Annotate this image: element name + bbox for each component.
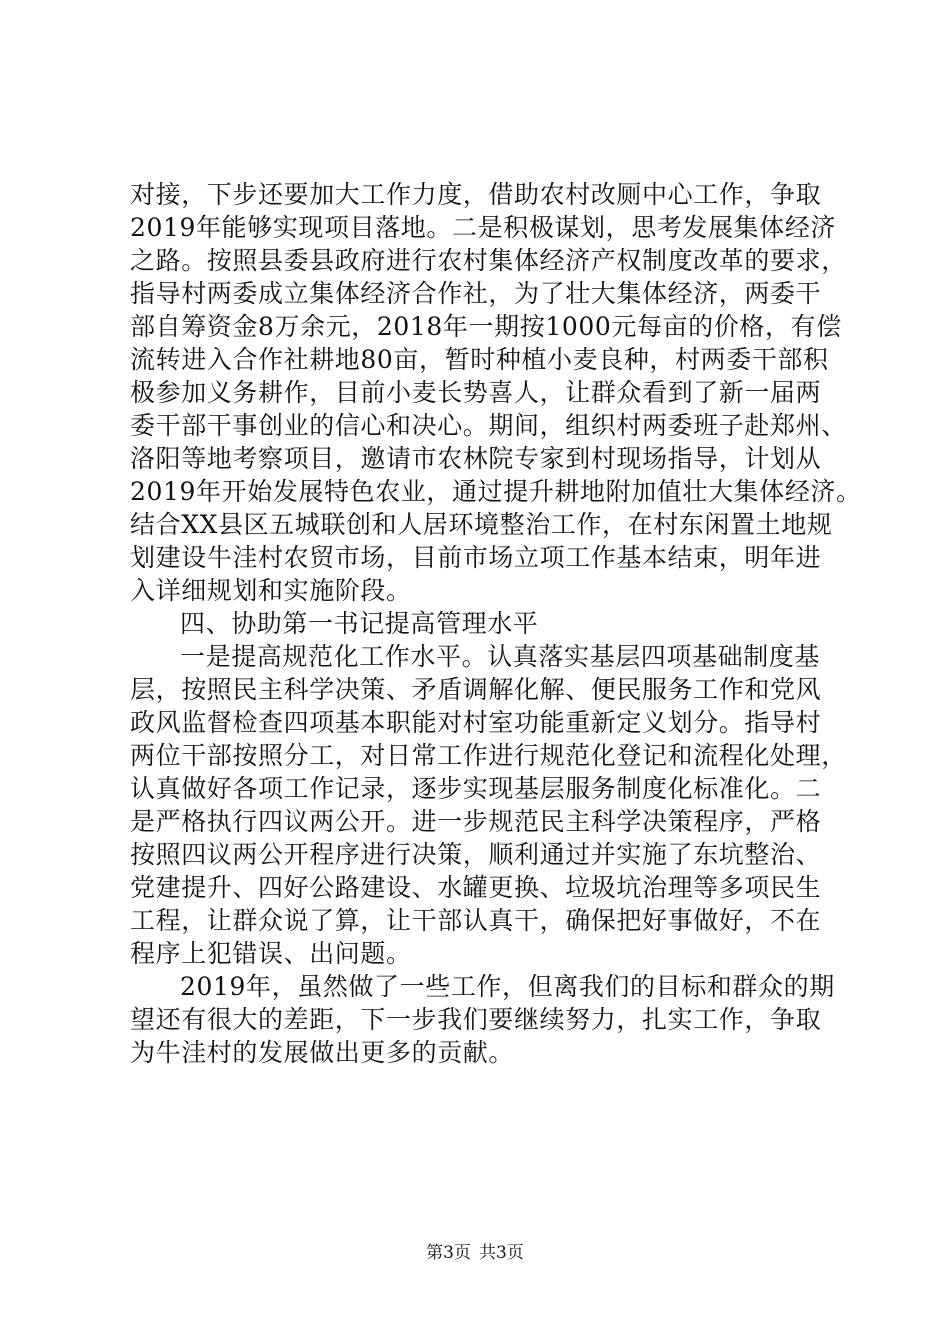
section-line: 党建提升、四好公路建设、水罐更换、垃圾坑治理等多项民生 [130, 873, 822, 902]
section-line: 工程，让群众说了算，让干部认真干，确保把好事做好，不在 [130, 906, 822, 935]
closing-line: 为牛洼村的发展做出更多的贡献。 [130, 1038, 515, 1067]
section-line: 认真做好各项工作记录，逐步实现基层服务制度化标准化。二 [130, 774, 822, 803]
section-line: 政风监督检查四项基本职能对村室功能重新定义划分。指导村 [130, 708, 822, 737]
closing-line: 望还有很大的差距，下一步我们要继续努力，扎实工作，争取 [130, 1005, 822, 1034]
document-body [130, 178, 862, 1069]
page-footer [0, 1242, 950, 1264]
body-line: 指导村两委成立集体经济合作社，为了壮大集体经济，两委干 [130, 279, 822, 308]
section-line: 两位干部按照分工，对日常工作进行规范化登记和流程化处理， [130, 741, 847, 770]
page-total: 共3页 [479, 1243, 524, 1263]
body-line: 部自筹资金8万余元，2018年一期按1000元每亩的价格，有偿 [130, 312, 842, 341]
body-line: 之路。按照县委县政府进行农村集体经济产权制度改革的要求， [130, 246, 847, 275]
section-line: 一是提高规范化工作水平。认真落实基层四项基础制度基 [180, 642, 821, 671]
section-line: 程序上犯错误、出问题。 [130, 939, 412, 968]
body-line: 对接，下步还要加大工作力度，借助农村改厕中心工作，争取 [130, 180, 822, 209]
section-line: 按照四议两公开程序进行决策，顺利通过并实施了东坑整治、 [130, 840, 822, 869]
body-line: 结合XX县区五城联创和人居环境整治工作，在村东闲置土地规 [130, 510, 833, 539]
body-line: 入详细规划和实施阶段。 [130, 576, 412, 605]
body-line: 2019年开始发展特色农业，通过提升耕地附加值壮大集体经济。 [130, 477, 862, 506]
body-line: 极参加义务耕作，目前小麦长势喜人，让群众看到了新一届两 [130, 378, 822, 407]
section-line: 是严格执行四议两公开。进一步规范民主科学决策程序，严格 [130, 807, 822, 836]
page-number: 第3页 [426, 1243, 471, 1263]
closing-line: 2019年，虽然做了一些工作，但离我们的目标和群众的期 [180, 972, 835, 1001]
body-line: 委干部干事创业的信心和决心。期间，组织村两委班子赴郑州、 [130, 411, 847, 440]
body-line: 划建设牛洼村农贸市场，目前市场立项工作基本结束，明年进 [130, 543, 822, 572]
body-line: 2019年能够实现项目落地。二是积极谋划，思考发展集体经济 [130, 213, 837, 242]
body-line: 洛阳等地考察项目，邀请市农林院专家到村现场指导，计划从 [130, 444, 822, 473]
section-heading: 四、协助第一书记提高管理水平 [180, 609, 539, 638]
body-line: 流转进入合作社耕地80亩，暂时种植小麦良种，村两委干部积 [130, 345, 829, 374]
section-line: 层，按照民主科学决策、矛盾调解化解、便民服务工作和党风 [130, 675, 822, 704]
